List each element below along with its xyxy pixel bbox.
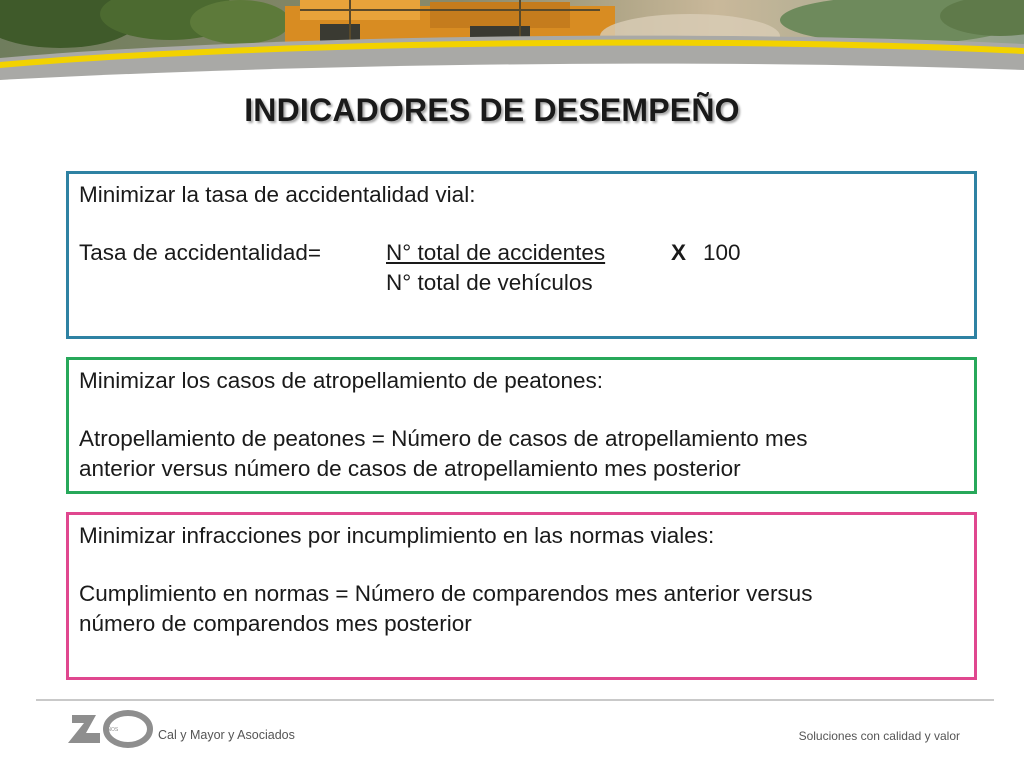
- indicator-box-compliance: [66, 512, 977, 680]
- indicator-definition-line: Atropellamiento de peatones = Número de casos de atropellamiento mes: [79, 426, 808, 451]
- indicator-heading: Minimizar los casos de atropellamiento de peatones:: [79, 368, 604, 393]
- company-name: Cal y Mayor y Asociados: [158, 728, 295, 742]
- construction-photo-banner: [0, 0, 1024, 90]
- footer-divider: [36, 699, 994, 701]
- accident-rate-formula: [79, 238, 964, 298]
- spacer: [79, 396, 964, 424]
- formula-denominator: N° total de vehículos: [386, 270, 593, 295]
- indicator-heading: Minimizar infracciones por incumplimiento en las normas viales:: [79, 523, 715, 548]
- formula-factor: 100: [703, 240, 741, 265]
- spacer: [79, 551, 964, 579]
- header-banner: [0, 0, 1024, 90]
- indicator-definition-line: Cumplimiento en normas = Número de comparendos mes anterior versus: [79, 581, 813, 606]
- formula-numerator: N° total de accidentes: [386, 240, 606, 265]
- indicator-box-pedestrian: [66, 357, 977, 494]
- indicator-box-accident-rate: [66, 171, 977, 339]
- indicator-definition-line: número de comparendos mes posterior: [79, 611, 472, 636]
- 40-years-logo: [66, 707, 156, 751]
- spacer: [79, 210, 964, 238]
- company-tagline: Soluciones con calidad y valor: [798, 729, 960, 743]
- formula-lhs: Tasa de accidentalidad=: [79, 240, 322, 265]
- page-title: INDICADORES DE DESEMPEÑO: [244, 92, 740, 128]
- svg-text:AÑOS: AÑOS: [104, 727, 119, 733]
- indicator-definition-line: anterior versus número de casos de atropellamiento mes posterior: [79, 456, 741, 481]
- indicator-heading: Minimizar la tasa de accidentalidad vial:: [79, 182, 476, 207]
- formula-operator: X: [671, 240, 687, 265]
